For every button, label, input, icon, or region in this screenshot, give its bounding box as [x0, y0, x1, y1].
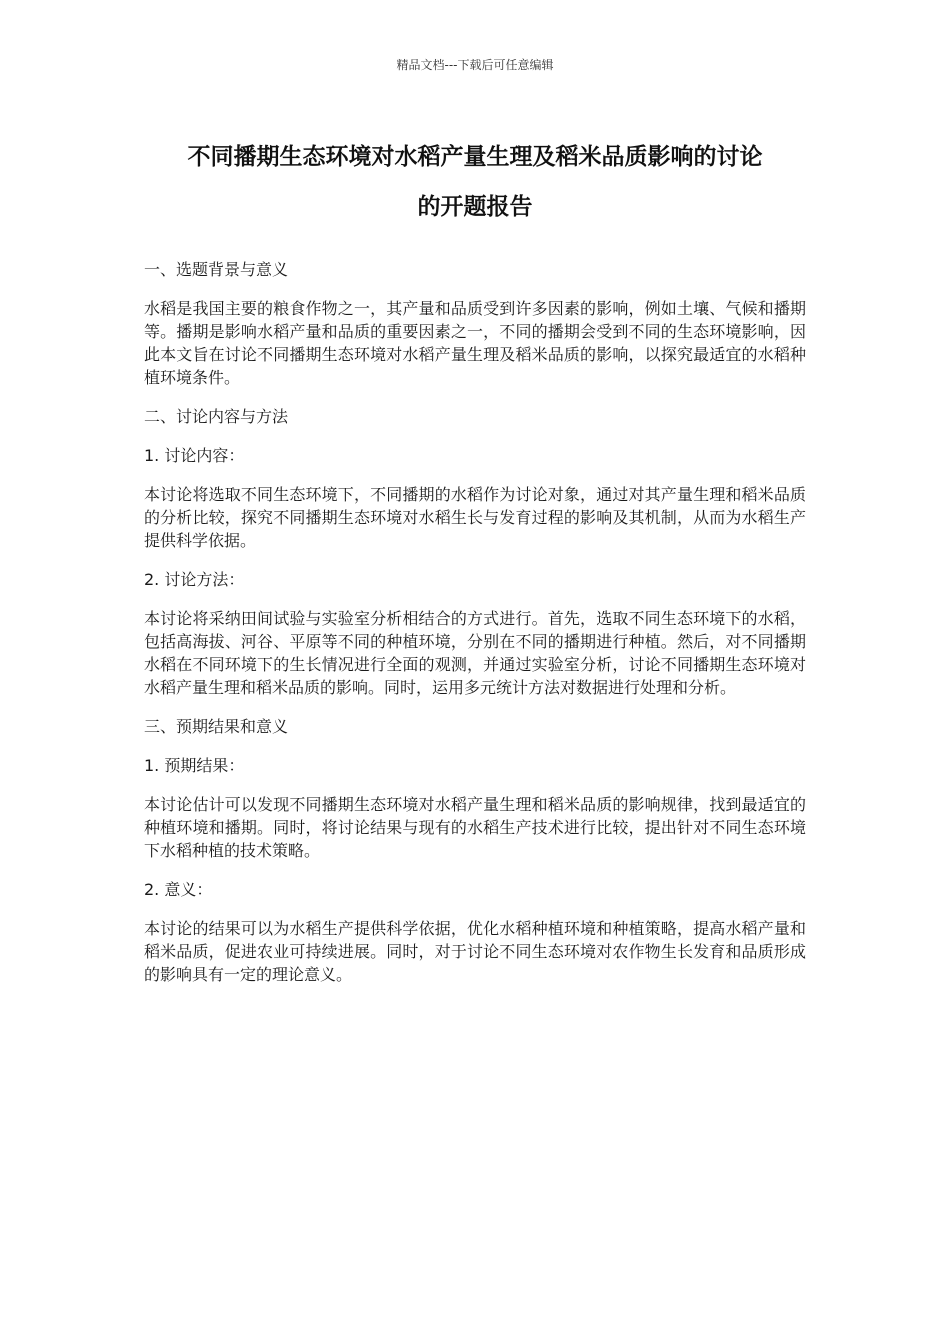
title-line-1: 不同播期生态环境对水稻产量生理及稻米品质影响的讨论 — [187, 144, 763, 170]
paragraph-content: 本讨论将选取不同生态环境下，不同播期的水稻作为讨论对象，通过对其产量生理和稻米品质的分析比较，探究不同播期生态环境对水稻生长与发育过程的影响及其机制，从而为水稻生产提供科学依据。 — [144, 485, 806, 550]
subheading-expected-results: 1. 预期结果： — [144, 756, 245, 775]
paragraph-background: 水稻是我国主要的粮食作物之一，其产量和品质受到许多因素的影响，例如土壤、气候和播期等。播期是影响水稻产量和品质的重要因素之一，不同的播期会受到不同的生态环境影响，因此本文旨在讨论不同播期生态环境对水稻产量生理及稻米品质的影响，以探究最适宜的水稻种植环境条件。 — [144, 299, 806, 387]
subheading-content: 1. 讨论内容： — [144, 446, 245, 465]
title-line-2: 的开题报告 — [417, 194, 533, 220]
subheading-method: 2. 讨论方法： — [144, 570, 245, 589]
document-title — [140, 132, 810, 232]
paragraph-significance: 本讨论的结果可以为水稻生产提供科学依据，优化水稻种植环境和种植策略，提高水稻产量和稻米品质，促进农业可持续进展。同时，对于讨论不同生态环境对农作物生长发育和品质形成的影响具有一定的理论意义。 — [144, 919, 806, 984]
section-heading-background: 一、选题背景与意义 — [144, 260, 289, 279]
section-heading-results: 三、预期结果和意义 — [144, 717, 289, 736]
paragraph-method: 本讨论将采纳田间试验与实验室分析相结合的方式进行。首先，选取不同生态环境下的水稻，包括高海拔、河谷、平原等不同的种植环境，分别在不同的播期进行种植。然后，对不同播期水稻在不同环境下的生长情况进行全面的观测，并通过实验室分析，讨论不同播期生态环境对水稻产量生理和稻米品质的影响。同时，运用多元统计方法对数据进行处理和分析。 — [144, 609, 806, 697]
document-body — [144, 258, 806, 1002]
subheading-significance: 2. 意义： — [144, 880, 213, 899]
header-note: 精品文档---下载后可任意编辑 — [396, 58, 554, 72]
paragraph-expected-results: 本讨论估计可以发现不同播期生态环境对水稻产量生理和稻米品质的影响规律，找到最适宜的种植环境和播期。同时，将讨论结果与现有的水稻生产技术进行比较，提出针对不同生态环境下水稻种植的技术策略。 — [144, 795, 806, 860]
section-heading-content-method: 二、讨论内容与方法 — [144, 407, 289, 426]
